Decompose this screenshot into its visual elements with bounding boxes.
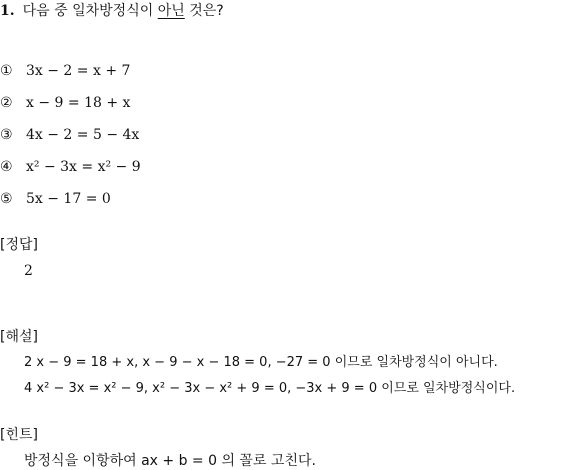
choice-1-expression: 3x − 2 = x + 7 <box>26 63 131 79</box>
explanation-label: [해설] <box>0 329 38 345</box>
question-prefix: 다음 중 일차방정식이 <box>22 3 158 19</box>
question-number: 1. <box>0 3 15 19</box>
question-line <box>0 2 224 20</box>
choice-2-number: ② <box>0 95 13 111</box>
choice-3[interactable] <box>0 126 139 144</box>
choice-2[interactable] <box>0 94 130 112</box>
choice-4[interactable] <box>0 158 141 176</box>
explanation-line-2: 4 x² − 3x = x² − 9, x² − 3x − x² + 9 = 0, −3x + 9 = 0 이므로 일차방정식이다. <box>24 381 516 396</box>
choice-3-number: ③ <box>0 127 13 143</box>
choice-5-expression: 5x − 17 = 0 <box>26 191 111 207</box>
choice-2-expression: x − 9 = 18 + x <box>26 95 131 111</box>
explanation-line-1: 2 x − 9 = 18 + x, x − 9 − x − 18 = 0, −27 = 0 이므로 일차방정식이 아니다. <box>24 355 498 370</box>
choice-3-expression: 4x − 2 = 5 − 4x <box>26 127 140 143</box>
choice-4-expression: x² − 3x = x² − 9 <box>26 159 141 175</box>
choice-4-number: ④ <box>0 159 13 175</box>
hint-text: 방정식을 이항하여 ax + b = 0 의 꼴로 고친다. <box>24 453 316 469</box>
choice-1-number: ① <box>0 63 13 79</box>
answer-value: 2 <box>24 263 33 279</box>
hint-label: [힌트] <box>0 427 38 443</box>
question-underlined: 아닌 <box>157 3 185 19</box>
choice-1[interactable] <box>0 62 130 80</box>
choice-5[interactable] <box>0 190 111 208</box>
answer-label: [정답] <box>0 237 38 253</box>
choice-5-number: ⑤ <box>0 191 13 207</box>
question-suffix: 것은? <box>184 3 224 19</box>
